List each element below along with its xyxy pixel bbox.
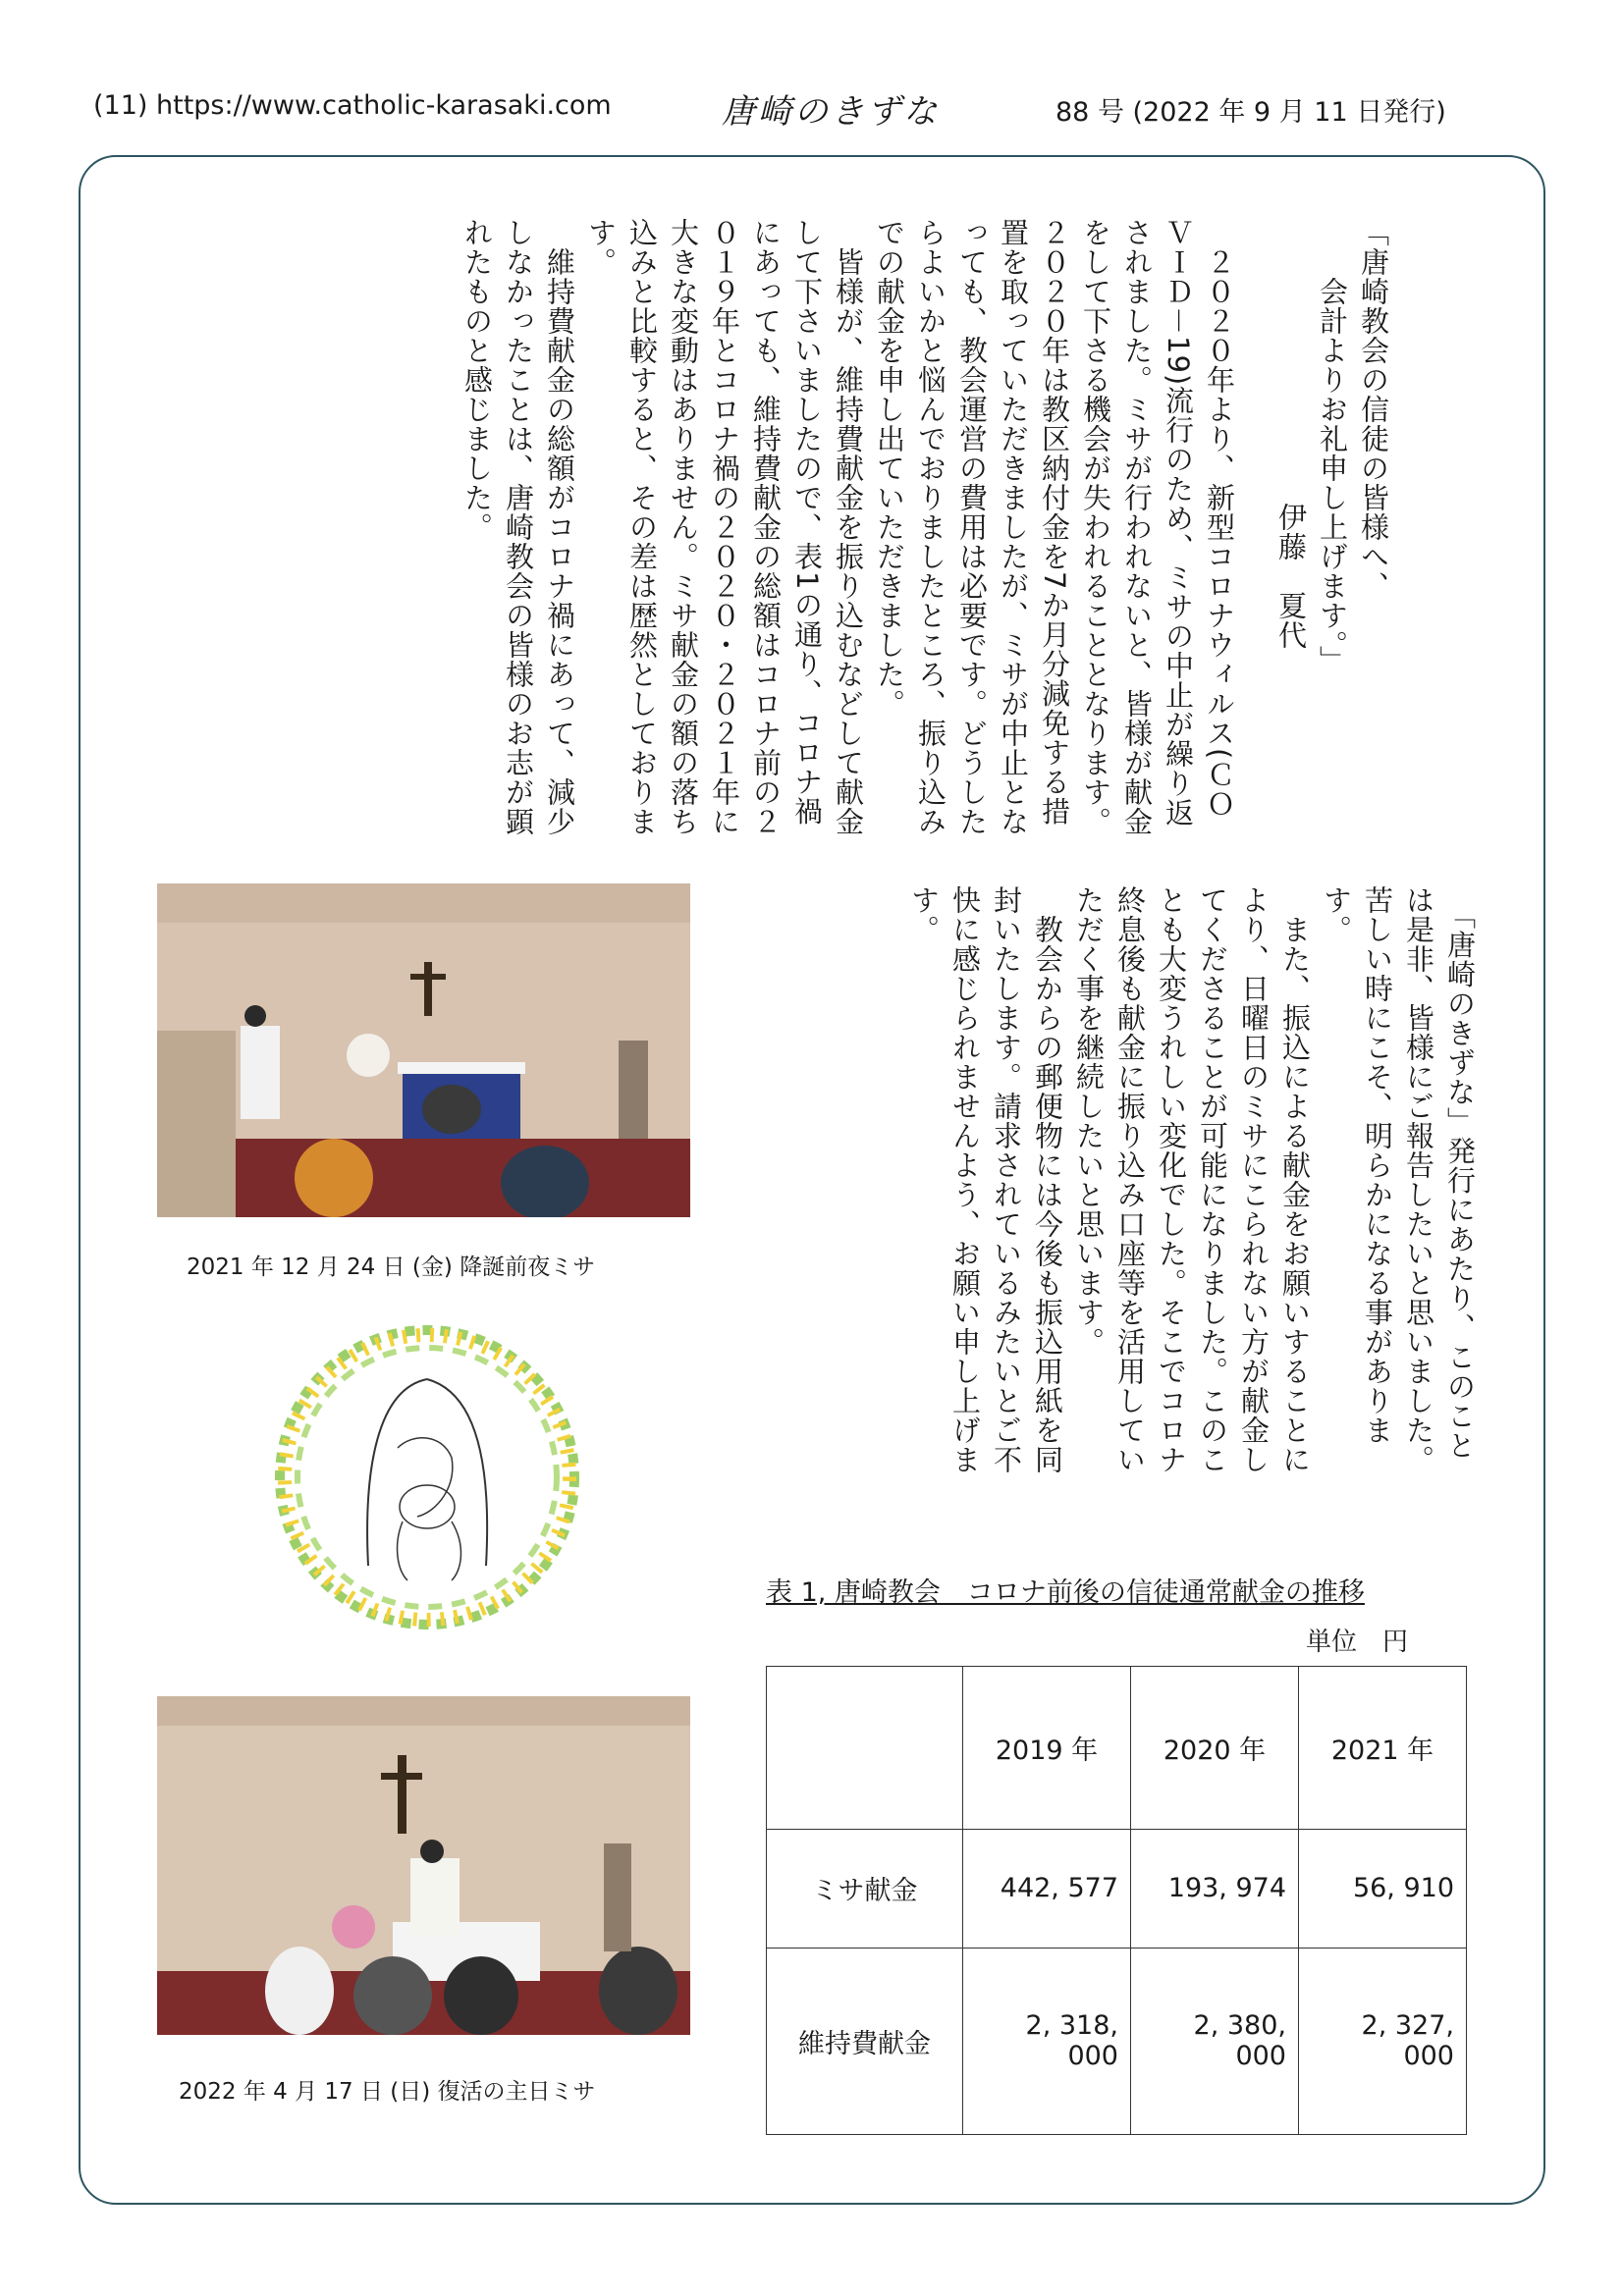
- column-header: 2021 年: [1299, 1667, 1467, 1830]
- row-label: 維持費献金: [767, 1948, 963, 2134]
- table-row: [767, 1948, 1467, 2134]
- newsletter-title: 唐崎のきずな: [722, 92, 940, 132]
- column-header: 2020 年: [1131, 1667, 1299, 1830]
- heading-line-2: 会計よりお礼申し上げます。」: [1316, 218, 1349, 675]
- easter-sunday-mass-photo: [157, 1696, 690, 2035]
- table-unit: 単位 円: [1306, 1628, 1409, 1657]
- header-page-url: (11) https://www.catholic-karasaki.com: [93, 90, 612, 121]
- paragraph-6: 教会からの郵便物には今後も振込用紙を同封いたします。請求されているみたいとご不快に感じられませんよう、お願い申し上げます。: [907, 885, 1064, 1474]
- table-cell: 442, 577: [963, 1830, 1131, 1949]
- table-cell: 2, 380, 000: [1131, 1948, 1299, 2134]
- article-heading: [1271, 218, 1394, 964]
- author-name: 伊藤 夏代: [1274, 503, 1308, 650]
- paragraph-4: 「唐崎のきずな」発行にあたり、このことは是非、皆様にご報告したいと思いました。苦しい時にこそ、明らかになる事があります。: [1320, 885, 1477, 1474]
- table-cell: 193, 974: [1131, 1830, 1299, 1949]
- row-label: ミサ献金: [767, 1830, 963, 1949]
- donation-table: [766, 1666, 1467, 2135]
- madonna-wreath-illustration: [260, 1310, 594, 1644]
- table-cell: 2, 327, 000: [1299, 1948, 1467, 2134]
- table-row: [767, 1830, 1467, 1949]
- article-body-lower: [842, 885, 1481, 1489]
- author-line: [1271, 218, 1312, 964]
- photo1-caption: 2021 年 12 月 24 日 (金) 降誕前夜ミサ: [187, 1255, 596, 1280]
- table-cell: 56, 910: [1299, 1830, 1467, 1949]
- table-corner-cell: [767, 1667, 963, 1830]
- heading-line-1: 「唐崎教会の信徒の皆様へ、: [1357, 218, 1390, 601]
- paragraph-5: また、振込による献金をお願いすることにより、日曜日のミサにこられない方が献金してくださることが可能になりました。このことも大変うれしい変化でした。そこでコロナ終息後も献金に振り込み口座等を活用していただく事を継続したいと思います。: [1072, 885, 1312, 1474]
- table-title: 表 1, 唐崎教会 コロナ前後の信徒通常献金の推移: [766, 1577, 1365, 1608]
- christmas-eve-mass-photo: [157, 883, 690, 1217]
- paragraph-3: 維持費献金の総額がコロナ禍にあって、減少しなかったことは、唐崎教会の皆様のお志が顕れたものと感じました。: [460, 218, 576, 836]
- table-header-row: [767, 1667, 1467, 1830]
- paragraph-2: 皆様が、維持費献金を振り込むなどして献金して下さいましたので、表1の通り、コロナ禍にあっても、維持費献金の総額はコロナ前の２０１９年とコロナ禍の２０２０・２０２１年に大きな変動はありません。ミサ献金の額の落ち込みと比較すると、その差は歴然としております。: [584, 218, 865, 836]
- photo2-caption: 2022 年 4 月 17 日 (日) 復活の主日ミサ: [179, 2079, 596, 2105]
- paragraph-1: ２０２０年より、新型コロナウィルス(ＣＯＶＩＤ－19)流行のため、ミサの中止が繰り返されました。ミサが行われないと、皆様が献金をして下さる機会が失われることとなります。２０２０年は教区納付金を7か月分減免する措置を取っていただきましたが、ミサが中止となっても、教会運営の費用は必要です。どうしたらよいかと悩んでおりましたところ、振り込みでの献金を申し出ていただきました。: [873, 218, 1236, 836]
- table-cell: 2, 318, 000: [963, 1948, 1131, 2134]
- article-body-upper: [180, 218, 1240, 846]
- column-header: 2019 年: [963, 1667, 1131, 1830]
- issue-info: 88 号 (2022 年 9 月 11 日発行): [1055, 97, 1446, 128]
